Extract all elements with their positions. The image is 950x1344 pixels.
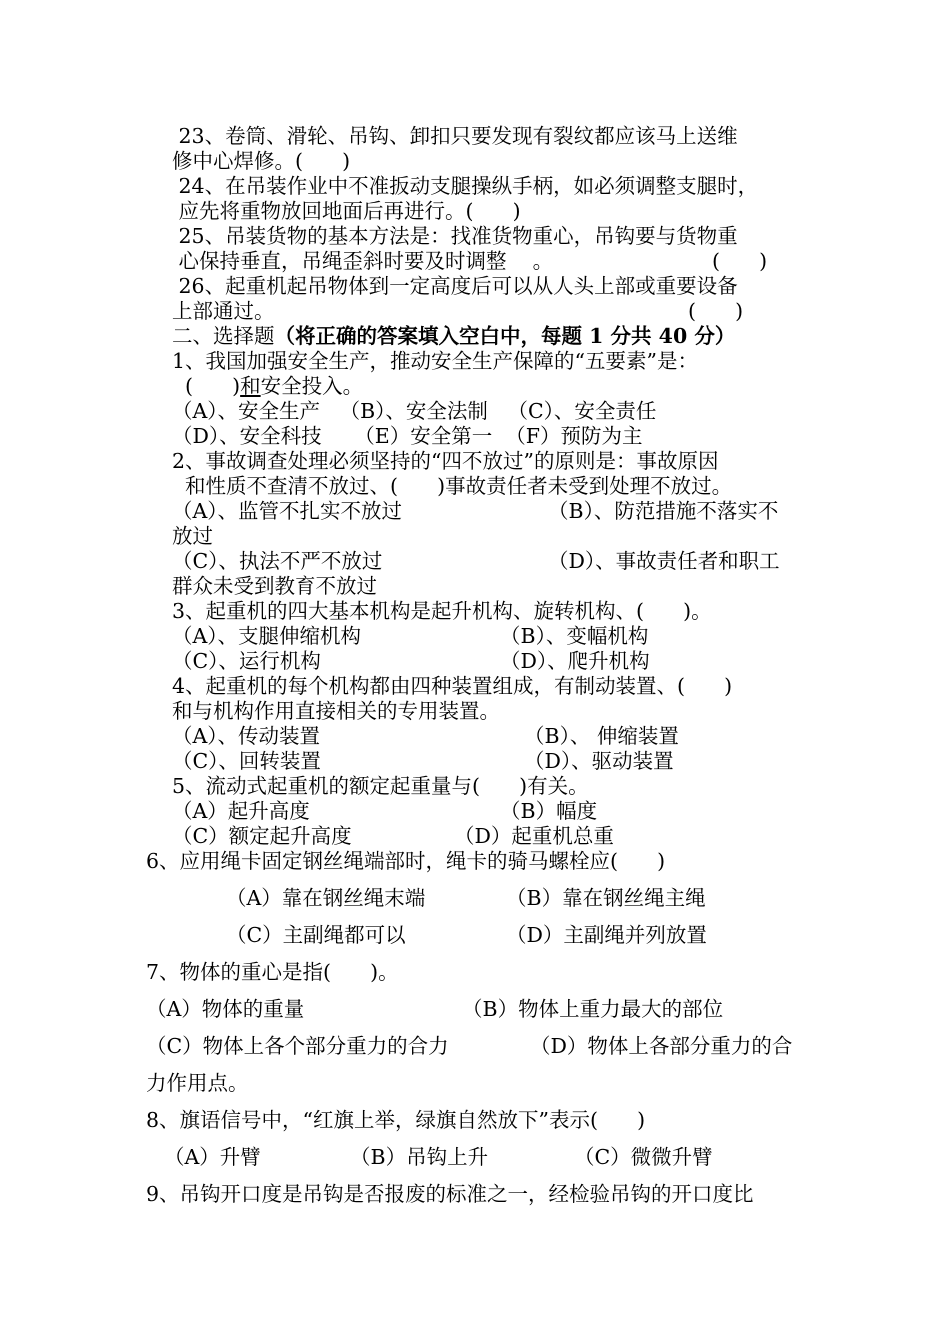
choice-q6-option-b: （B）靠在钢丝绳主绳 <box>506 886 706 910</box>
tf-q26-line1: 26、起重机起吊物体到一定高度后可以从人头上部或重要设备 <box>172 274 738 298</box>
tf-q26-bracket: ( ) <box>688 299 744 323</box>
tf-q24-line1: 24、在吊装作业中不准扳动支腿操纵手柄，如必须调整支腿时， <box>172 174 759 198</box>
choice-q7-option-a: （A）物体的重量 <box>146 997 305 1021</box>
choice-q1-line2-rest: 安全投入。 <box>260 374 364 398</box>
choice-q4-option-a: （A）、传动装置 <box>172 724 321 748</box>
choice-q1-underlined-char: 和 <box>240 374 261 398</box>
choice-q1-options-row2: （D）、安全科技 （E）安全第一 （F）预防为主 <box>172 424 643 448</box>
choice-q2-option-d-cont: 群众未受到教育不放过 <box>172 574 377 598</box>
tf-q23-line1: 23、卷筒、滑轮、吊钩、卸扣只要发现有裂纹都应该马上送维 <box>172 124 738 148</box>
choice-q2-option-b: （B）、防范措施不落实不 <box>548 499 779 523</box>
choice-q7-line1: 7、物体的重心是指( )。 <box>146 960 399 984</box>
section-heading-plain: 二、选择题 <box>172 324 275 348</box>
choice-q3-line1: 3、起重机的四大基本机构是起升机构、旋转机构、( )。 <box>172 599 712 623</box>
choice-q1-line1: 1、我国加强安全生产，推动安全生产保障的“五要素”是： <box>172 349 699 373</box>
choice-q9-line1: 9、吊钩开口度是吊钩是否报废的标准之一，经检验吊钩的开口度比 <box>146 1182 754 1206</box>
choice-q6-line1: 6、应用绳卡固定钢丝绳端部时，绳卡的骑马螺栓应( ) <box>146 849 666 873</box>
choice-q3-option-a: （A）、支腿伸缩机构 <box>172 624 362 648</box>
choice-q7-option-d: （D）物体上各部分重力的合 <box>530 1034 793 1058</box>
choice-q6-option-d: （D）主副绳并列放置 <box>506 923 707 947</box>
choice-q5-option-d: （D）起重机总重 <box>454 824 614 848</box>
tf-q25-bracket: ( ) <box>712 249 768 273</box>
choice-q1-line2 <box>172 374 363 399</box>
choice-q6-option-c: （C）主副绳都可以 <box>226 923 406 947</box>
tf-q26-line2: 上部通过。 <box>172 299 275 323</box>
tf-q25-line2: 心保持垂直，吊绳歪斜时要及时调整 。 <box>172 249 554 273</box>
choice-q7-option-b: （B）物体上重力最大的部位 <box>462 997 724 1021</box>
choice-q4-line1: 4、起重机的每个机构都由四种装置组成，有制动装置、( ) <box>172 674 733 698</box>
choice-q3-option-b: （B）、变幅机构 <box>500 624 649 648</box>
choice-q8-option-a: （A）升臂 <box>164 1145 261 1169</box>
choice-q2-option-d: （D）、事故责任者和职工 <box>548 549 780 573</box>
choice-q1-options-row1: （A）、安全生产 （B）、安全法制 （C）、安全责任 <box>172 399 657 423</box>
choice-q3-option-d: （D）、爬升机构 <box>500 649 650 673</box>
choice-q2-option-b-cont: 放过 <box>172 524 213 548</box>
choice-q4-line2: 和与机构作用直接相关的专用装置。 <box>172 699 500 723</box>
choice-q4-option-c: （C）、回转装置 <box>172 749 321 773</box>
choice-q3-option-c: （C）、运行机构 <box>172 649 321 673</box>
choice-q2-option-a: （A）、监管不扎实不放过 <box>172 499 403 523</box>
choice-q8-line1: 8、旗语信号中，“红旗上举，绿旗自然放下”表示( ) <box>146 1108 646 1132</box>
choice-q7-option-d-cont: 力作用点。 <box>146 1071 249 1095</box>
choice-q2-line1: 2、事故调查处理必须坚持的“四不放过”的原则是：事故原因 <box>172 449 719 473</box>
choice-q5-option-b: （B）幅度 <box>500 799 598 823</box>
choice-q4-option-d: （D）、驱动装置 <box>524 749 674 773</box>
tf-q25-line1: 25、吊装货物的基本方法是：找准货物重心，吊钩要与货物重 <box>172 224 738 248</box>
choice-q5-line1: 5、流动式起重机的额定起重量与( )有关。 <box>172 774 589 798</box>
choice-q4-option-b: （B）、 伸缩装置 <box>524 724 679 748</box>
choice-q2-option-c: （C）、执法不严不放过 <box>172 549 383 573</box>
choice-q2-line2: 和性质不查清不放过、( )事故责任者未受到处理不放过。 <box>172 474 733 498</box>
tf-q24-line2: 应先将重物放回地面后再进行。( ) <box>172 199 521 223</box>
choice-q8-option-b: （B）吊钩上升 <box>350 1145 489 1169</box>
choice-q6-option-a: （A）靠在钢丝绳末端 <box>226 886 426 910</box>
choice-q8-option-c: （C）微微升臂 <box>574 1145 713 1169</box>
section-heading <box>172 324 735 349</box>
choice-q7-option-c: （C）物体上各个部分重力的合力 <box>146 1034 449 1058</box>
tf-q23-line2: 修中心焊修。( ) <box>172 149 351 173</box>
choice-q1-blank: ( ) <box>172 374 241 398</box>
section-heading-bold: （将正确的答案填入空白中，每题 1 分共 40 分） <box>274 324 736 348</box>
choice-q5-option-c: （C）额定起升高度 <box>172 824 352 848</box>
choice-q5-option-a: （A）起升高度 <box>172 799 310 823</box>
